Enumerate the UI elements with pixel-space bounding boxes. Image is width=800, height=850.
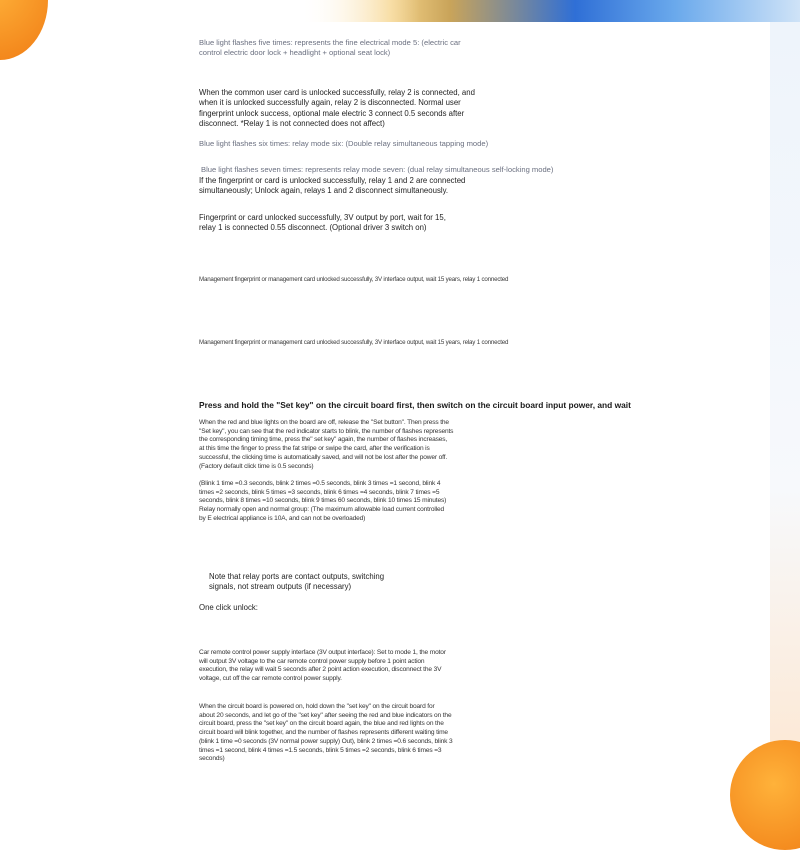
relay-note: Note that relay ports are contact outputs, switching signals, not stream outputs (if necessary) bbox=[209, 572, 385, 592]
car-remote-paragraph: Car remote control power supply interface (3V output interface): Set to mode 1, the motor will output 3V voltage to the car remote control power supply before 1 point action execution, the relay will wait 5 seconds after 2 point action execution, disconnect the 3V voltage, cut off the car remote control power supply. bbox=[199, 649, 446, 683]
fingerprint-3v-paragraph: Fingerprint or card unlocked successfully, 3V output by port, wait for 15, relay 1 is connected 0.55 disconnect. (Optional driver 3 switch on) bbox=[199, 213, 446, 233]
common-user-paragraph: When the common user card is unlocked successfully, relay 2 is connected, and when it is unlocked successfully again, relay 2 is disconnected. Normal user fingerprint unlock success, optional male electric 3 connect 0.5 seconds after disconnect. *Relay 1 is not connected does not affect) bbox=[199, 88, 475, 128]
blink-timing-list: (Blink 1 time =0.3 seconds, blink 2 times =0.5 seconds, blink 3 times =1 second, blink 4 times =2 seconds, blink 5 times =3 seconds, blink 6 times =4 seconds, blink 7 times =5 seconds, blink 8 times =10 seconds, blink 9 times 60 seconds, blink 10 times 15 minutes) Relay normally open and normal group: (The maximum allowable load current controlled by E electrical appliance is 10A, and can not be overloaded) bbox=[199, 480, 447, 522]
mode5-paragraph: Blue light flashes five times: represents the fine electrical mode 5: (electric car control electric door lock + headlight + optional seat lock) bbox=[199, 38, 461, 58]
management-paragraph-2: Management fingerprint or management card unlocked successfully, 3V interface output, wait 15 years, relay 1 connected bbox=[199, 339, 509, 346]
management-paragraph-1: Management fingerprint or management card unlocked successfully, 3V interface output, wait 15 years, relay 1 connected bbox=[199, 276, 509, 283]
set-key-heading: Press and hold the "Set key" on the circuit board first, then switch on the circuit board input power, and wait bbox=[199, 400, 631, 410]
orange-corner-decoration bbox=[0, 0, 48, 60]
set-button-instructions: When the red and blue lights on the board are off, release the "Set button". Then press the "Set key", you can see that the red indicator starts to blink, the number of flashes represents the corresponding timing time, press the" set key" again, the number of flashes increases, at this time the finger to press the fat stripe or swipe the card, after the verification is successful, the clicking time is automatically saved, and will not be lost after the power off. (Factory default click time is 0.5 seconds) bbox=[199, 419, 454, 470]
right-edge-band bbox=[770, 22, 800, 800]
top-strip-fade bbox=[300, 0, 420, 22]
mode7-paragraph: Blue light flashes seven times: represents relay mode seven: (dual relay simultaneous self-locking mode) bbox=[201, 165, 554, 174]
power-on-paragraph: When the circuit board is powered on, hold down the "set key" on the circuit board for about 20 seconds, and let go of the "set key" after seeing the red and blue indicators on the circuit board, press the "set key" on the circuit board again, the blue and red lights on the circuit board will blink together, and the number of flashes represents different waiting time (blink 1 time =0 seconds (3V normal power supply) Out), blink 2 times =0.6 seconds, blink 3 times =1 second, blink 4 times =1.5 seconds, blink 5 times =2 seconds, blink 6 times =3 seconds) bbox=[199, 703, 453, 763]
orange-corner-decoration-bottom bbox=[730, 740, 800, 850]
one-click-unlock-label: One click unlock: bbox=[199, 603, 258, 612]
relay-sync-paragraph: If the fingerprint or card is unlocked successfully, relay 1 and 2 are connected simultaneously; Unlock again, relays 1 and 2 disconnect simultaneously. bbox=[199, 176, 466, 196]
mode6-paragraph: Blue light flashes six times: relay mode six: (Double relay simultaneous tapping mode) bbox=[199, 139, 489, 148]
